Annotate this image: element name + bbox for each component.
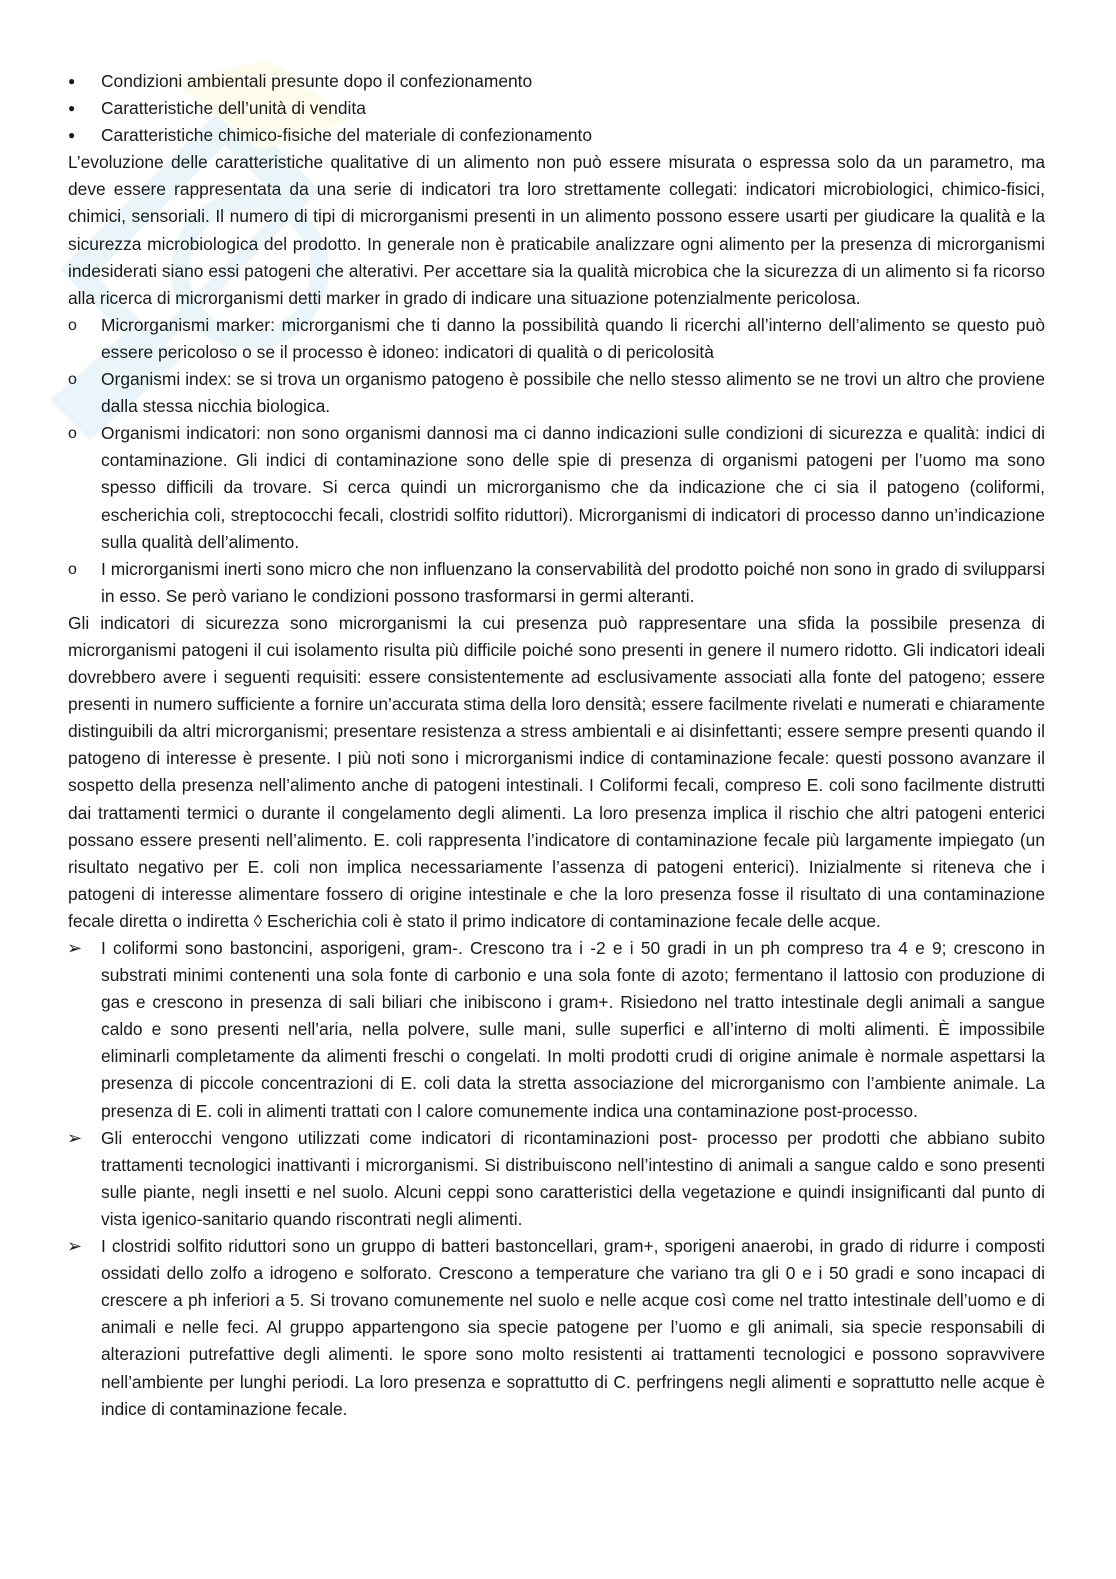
bullet-circle-icon: o bbox=[68, 316, 77, 334]
list-item: ➢ Gli enterocchi vengono utilizzati come indicatori di ricontaminazioni post- processo per prodotti che abbiano subito trattamenti tecnologici inattivanti i microrganismi. Si distribuiscono nell’intestino di animali a sangue caldo e sono presenti sulle piante, negli insetti e nel suolo. Alcuni ceppi sono caratteristici della vegetazione e quindi insignificanti dal punto di vista igenico-sanitario quando riscontrati negli alimenti. bbox=[68, 1125, 1045, 1233]
bullet-circle-icon: o bbox=[68, 560, 77, 578]
document-page bbox=[68, 68, 1045, 1423]
paragraph-quality-indicators: L’evoluzione delle caratteristiche qualitative di un alimento non può essere misurata o espressa solo da un parametro, ma deve essere rappresentata da una serie di indicatori tra loro strettamente collegati: indicatori microbiologici, chimico-fisici, chimici, sensoriali. Il numero di tipi di microrganismi presenti in un alimento possono essere usarti per giudicare la qualità e la sicurezza microbiologica del prodotto. In generale non è praticabile analizzare ogni alimento per la presenza di microrganismi indesiderati siano essi patogeni che alterativi. Per accettare sia la qualità microbica che la sicurezza di un alimento si fa ricorso alla ricerca di microrganismi detti marker in grado di indicare una situazione potenzialmente pericolosa. bbox=[68, 152, 1045, 308]
list-item: o Organismi index: se si trova un organismo patogeno è possibile che nello stesso alimento se ne trovi un altro che proviene dalla stessa nicchia biologica. bbox=[68, 366, 1045, 420]
list-item: o Organismi indicatori: non sono organismi dannosi ma ci danno indicazioni sulle condizioni di sicurezza e qualità: indici di contaminazione. Gli indici di contaminazione sono delle spie di presenza di organismi patogeni per l’uomo ma sono spesso difficili da trovare. Si cerca quindi un microrganismo che da indicazione che ci sia il patogeno (coliformi, escherichia coli, streptococchi fecali, clostridi solfito riduttori). Microrganismi di indicatori di processo danno un’indicazione sulla qualità dell’alimento. bbox=[68, 420, 1045, 555]
intro-bullet-list bbox=[68, 68, 1045, 149]
paragraph-safety-indicators: Gli indicatori di sicurezza sono microrganismi la cui presenza può rappresentare una sfida la possibile presenza di microrganismi patogeni il cui isolamento risulta più difficile poiché sono presenti in genere il numero ridotto. Gli indicatori ideali dovrebbero avere i seguenti requisiti: essere consistentemente ad esclusivamente associati alla fonte del patogeno; essere presenti in numero sufficiente a fornire un’accurata stima della loro densità; essere facilmente rivelati e numerati e chiaramente distinguibili da altri microrganismi; presentare resistenza a stress ambientali e ai disinfettanti; essere sempre presenti quando il patogeno di interesse è presente. I più noti sono i microrganismi indice di contaminazione fecale: questi possono avanzare il sospetto della presenza nell’alimento anche di patogeni intestinali. I Coliformi fecali, compreso E. coli sono facilmente distrutti dai trattamenti termici o durante il congelamento degli alimenti. La loro presenza implica il rischio che altri patogeni enterici possano essere presenti nell’alimento. E. coli rappresenta l’indicatore di contaminazione fecale più largamente impiegato (un risultato negativo per E. coli non implica necessariamente l’assenza di patogeni enterici). Inizialmente si riteneva che i patogeni di interesse alimentare fossero di origine intestinale e che la loro presenza fosse il risultato di una contaminazione fecale diretta o indiretta ◊ Escherichia coli è stato il primo indicatore di contaminazione fecale delle acque. bbox=[68, 612, 1045, 931]
list-item: ● Caratteristiche chimico-fisiche del materiale di confezionamento bbox=[68, 122, 1045, 149]
circle-bullet-list bbox=[68, 312, 1045, 610]
bullet-circle-icon: o bbox=[68, 425, 77, 443]
bullet-dot-icon: ● bbox=[68, 128, 76, 143]
arrow-bullet-icon: ➢ bbox=[67, 1127, 83, 1148]
list-item: o Microrganismi marker: microrganismi che ti danno la possibilità quando li ricerchi all’interno dell’alimento se questo può essere pericoloso o se il processo è idoneo: indicatori di qualità o di pericolosità bbox=[68, 312, 1045, 366]
bullet-dot-icon: ● bbox=[68, 101, 76, 116]
arrow-bullet-icon: ➢ bbox=[67, 938, 83, 958]
list-item: ➢ I clostridi solfito riduttori sono un gruppo di batteri bastoncellari, gram+, sporigeni anaerobi, in grado di ridurre i composti ossidati dello zolfo a idrogeno e solforato. Crescono a temperature che variano tra gli 0 e i 50 gradi e sono incapaci di crescere a ph inferiori a 5. Si trovano comunemente nel suolo e nelle acque così come nel tratto intestinale dell’uomo e di animali e nelle feci. Al gruppo appartengono sia specie patogene per l’uomo e gli animali, sia specie responsabili di alterazioni putrefattive degli alimenti. le spore sono molto resistenti ai trattamenti tecnologici e possono sopravvivere nell’ambiente per lunghi periodi. La loro presenza e soprattutto di C. perfringens negli alimenti e soprattutto nelle acque è indice di contaminazione fecale. bbox=[68, 1233, 1045, 1423]
list-item: ● Caratteristiche dell’unità di vendita bbox=[68, 95, 1045, 122]
list-item: o I microrganismi inerti sono micro che non influenzano la conservabilità del prodotto poiché non sono in grado di svilupparsi in esso. Se però variano le condizioni possono trasformarsi in germi alteranti. bbox=[68, 556, 1045, 610]
arrow-bullet-list bbox=[68, 935, 1045, 1423]
arrow-bullet-icon: ➢ bbox=[67, 1236, 83, 1257]
bullet-dot-icon: ● bbox=[68, 74, 76, 88]
list-item: ● Condizioni ambientali presunte dopo il confezionamento bbox=[68, 68, 1045, 95]
bullet-circle-icon: o bbox=[68, 371, 77, 389]
list-item: ➢ I coliformi sono bastoncini, asporigeni, gram-. Crescono tra i -2 e i 50 gradi in un ph compreso tra 4 e 9; crescono in substrati minimi contenenti una sola fonte di carbonio e una sola fonte di azoto; fermentano il lattosio con produzione di gas e crescono in presenza di sali biliari che inibiscono i gram+. Risiedono nel tratto intestinale degli animali a sangue caldo e sono presenti nell’aria, nella polvere, sulle mani, sulle superfici e all’interno di molti alimenti. È impossibile eliminarli completamente da alimenti freschi o congelati. In molti prodotti crudi di origine animale è normale aspettarsi la presenza di piccole concentrazioni di E. coli data la stretta associazione del microrganismo con l’ambiente animale. La presenza di E. coli in alimenti trattati con l calore comunemente indica una contaminazione post-processo. bbox=[68, 935, 1045, 1125]
